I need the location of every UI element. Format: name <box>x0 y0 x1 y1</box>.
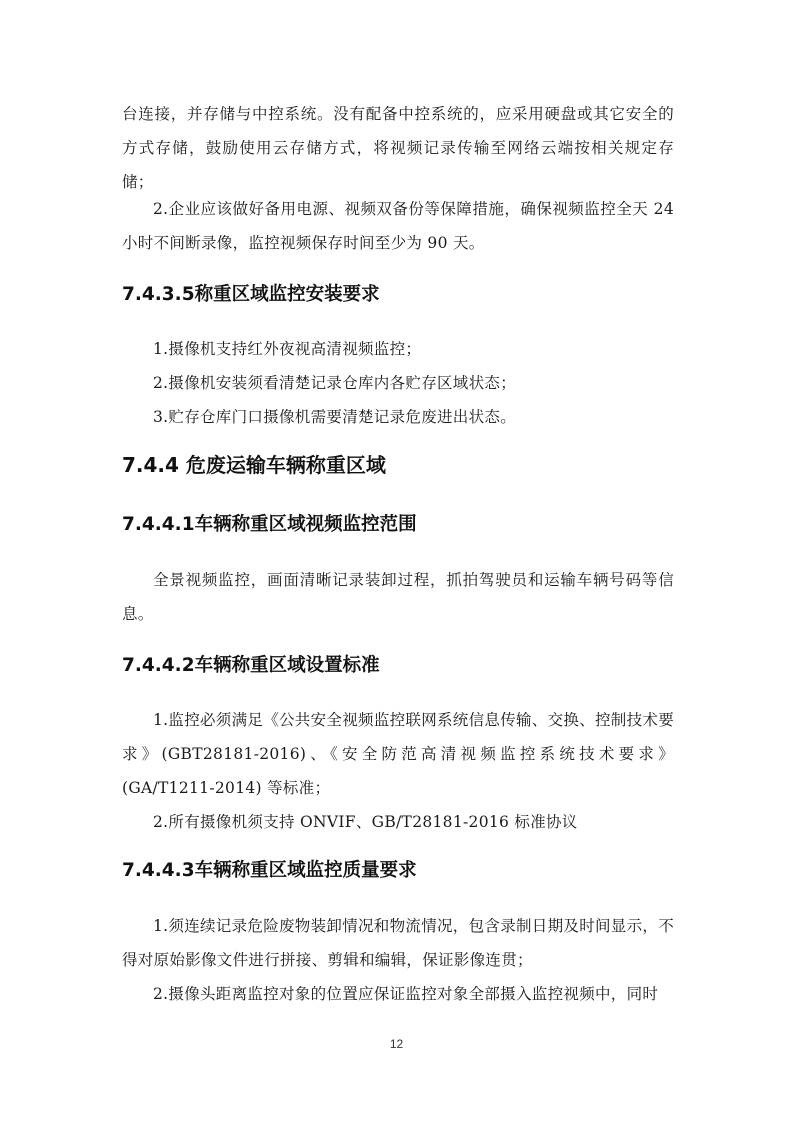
list-item: 2.所有摄像机须支持 ONVIF、GB/T28181-2016 标准协议 <box>153 813 578 831</box>
list-item: 1.摄像机支持红外夜视高清视频监控； <box>153 340 422 358</box>
list-install-requirements <box>122 332 674 434</box>
paragraph-monitor-range <box>122 563 674 631</box>
section-heading-7442: 7.4.4.2车辆称重区域设置标准 <box>122 655 380 676</box>
list-item: 1.监控必须满足《公共安全视频监控联网系统信息传输、交换、控制技术要求》(GBT28181-2016)、《安全防范高清视频监控系统技术要求》(GA/T1211-2014) 等标准； <box>122 711 674 797</box>
list-item: 1.须连续记录危险废物装卸情况和物流情况，包含录制日期及时间显示，不得对原始影像文件进行拼接、剪辑和编辑，保证影像连贯； <box>122 917 674 969</box>
list-item: 2.摄像机安装须看清楚记录仓库内各贮存区域状态； <box>153 374 516 392</box>
paragraph-text: 2.企业应该做好备用电源、视频双备份等保障措施，确保视频监控全天 24 小时不间断录像，监控视频保存时间至少为 90 天。 <box>122 200 674 252</box>
paragraph-storage <box>122 97 674 199</box>
paragraph-text: 台连接，并存储与中控系统。没有配备中控系统的，应采用硬盘或其它安全的方式存储，鼓励使用云存储方式，将视频记录传输至网络云端按相关规定存储； <box>122 105 674 191</box>
list-item: 2.摄像头距离监控对象的位置应保证监控对象全部摄入监控视频中，同时 <box>153 985 659 1003</box>
section-heading-744: 7.4.4 危废运输车辆称重区域 <box>122 453 386 477</box>
section-heading-7435: 7.4.3.5称重区域监控安装要求 <box>122 284 380 305</box>
list-item: 3.贮存仓库门口摄像机需要清楚记录危废进出状态。 <box>153 408 516 426</box>
paragraph-backup <box>122 192 674 260</box>
paragraph-text: 全景视频监控，画面清晰记录装卸过程，抓拍驾驶员和运输车辆号码等信息。 <box>122 571 674 623</box>
page-number: 12 <box>389 1037 404 1051</box>
section-heading-7443: 7.4.4.3车辆称重区域监控质量要求 <box>122 860 417 881</box>
list-quality-requirements <box>122 909 674 1011</box>
list-standards <box>122 703 674 839</box>
section-heading-7441: 7.4.4.1车辆称重区域视频监控范围 <box>122 514 417 535</box>
